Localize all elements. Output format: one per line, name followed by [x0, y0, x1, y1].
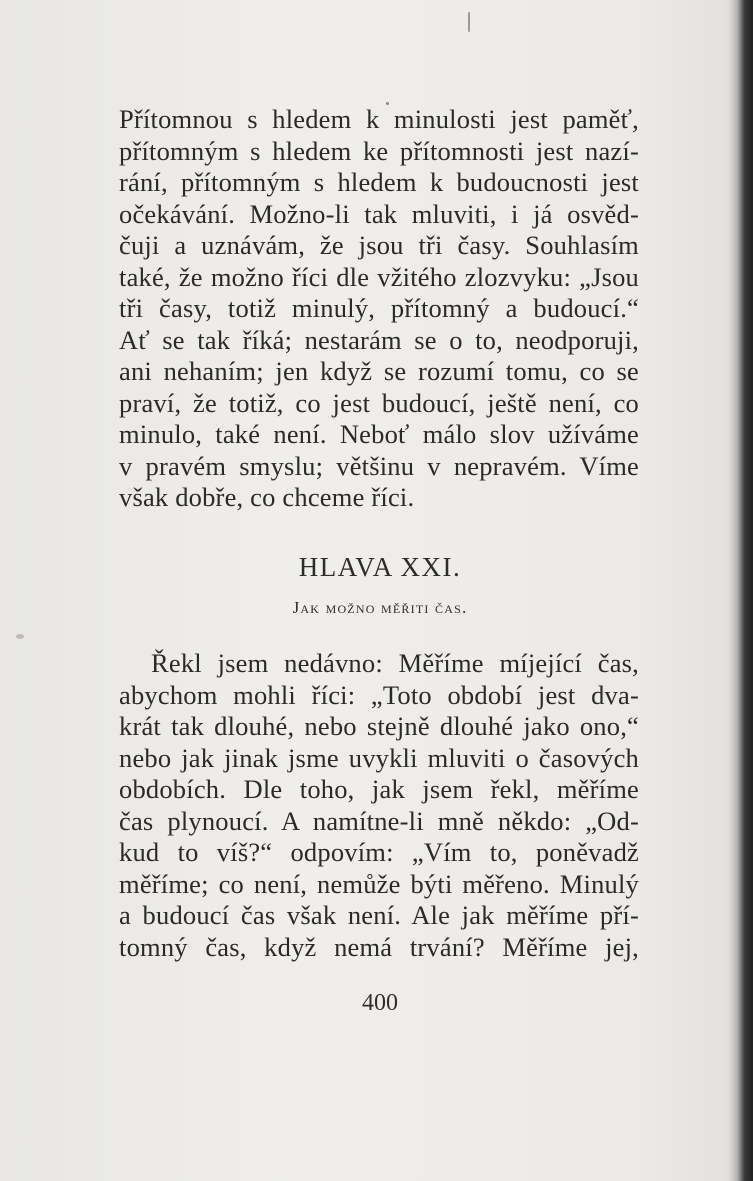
text-line: nebo jak jinak jsme uvykli mluviti o časových	[119, 742, 639, 773]
text-line: krát tak dlouhé, nebo stejně dlouhé jako ono,“	[119, 711, 639, 741]
text-line: praví, že totiž, co jest budoucí, ještě není, co	[119, 387, 639, 418]
paragraph-1	[119, 104, 639, 514]
text-line: také, že možno říci dle vžitého zlozvyku: „Jsou	[119, 261, 639, 292]
text-line: v pravém smyslu; většinu v nepravém. Víme	[119, 450, 639, 481]
chapter-title: HLAVA XXI.	[298, 552, 462, 582]
page-number: 400	[362, 990, 398, 1016]
text-line: Ať se tak říká; nestarám se o to, neodporuji,	[119, 324, 639, 355]
text-line: abychom mohli říci: „Toto období jest dva-	[119, 679, 639, 710]
text-line: očekávání. Možno-li tak mluviti, i já osvěd-	[119, 198, 639, 229]
paper-speck	[16, 634, 24, 639]
text-line: minulo, také není. Neboť málo slov užíváme	[119, 419, 639, 449]
text-line: čas plynoucí. A namítne-li mně někdo: „Od-	[119, 805, 639, 836]
text-line: rání, přítomným s hledem k budoucnosti jest	[119, 167, 639, 197]
text-line: tři časy, totiž minulý, přítomný a budoucí.“	[119, 293, 639, 323]
text-line: tomný čas, když nemá trvání? Měříme jej,	[119, 931, 639, 962]
text-line: přítomným s hledem ke přítomnosti jest nazí-	[119, 135, 639, 166]
text-line: ani nehaním; jen když se rozumí tomu, co se	[119, 356, 639, 386]
text-line: čuji a uznávám, že jsou tři časy. Souhlasím	[119, 230, 639, 260]
paragraph-2	[119, 648, 639, 963]
text-line: však dobře, co chceme říci.	[119, 482, 415, 512]
text-line: Přítomnou s hledem k minulosti jest paměť,	[119, 104, 639, 134]
paper-speck	[468, 12, 470, 32]
text-line: Řekl jsem nedávno: Měříme míjející čas,	[151, 648, 639, 678]
text-line: měříme; co není, nemůže býti měřeno. Minulý	[119, 868, 639, 899]
text-line: kud to víš?“ odpovím: „Vím to, poněvadž	[119, 837, 639, 867]
text-line: a budoucí čas však není. Ale jak měříme pří-	[119, 900, 639, 930]
chapter-subtitle: Jak možno měřiti čas.	[292, 598, 468, 617]
text-line: obdobích. Dle toho, jak jsem řekl, měříme	[119, 774, 639, 804]
